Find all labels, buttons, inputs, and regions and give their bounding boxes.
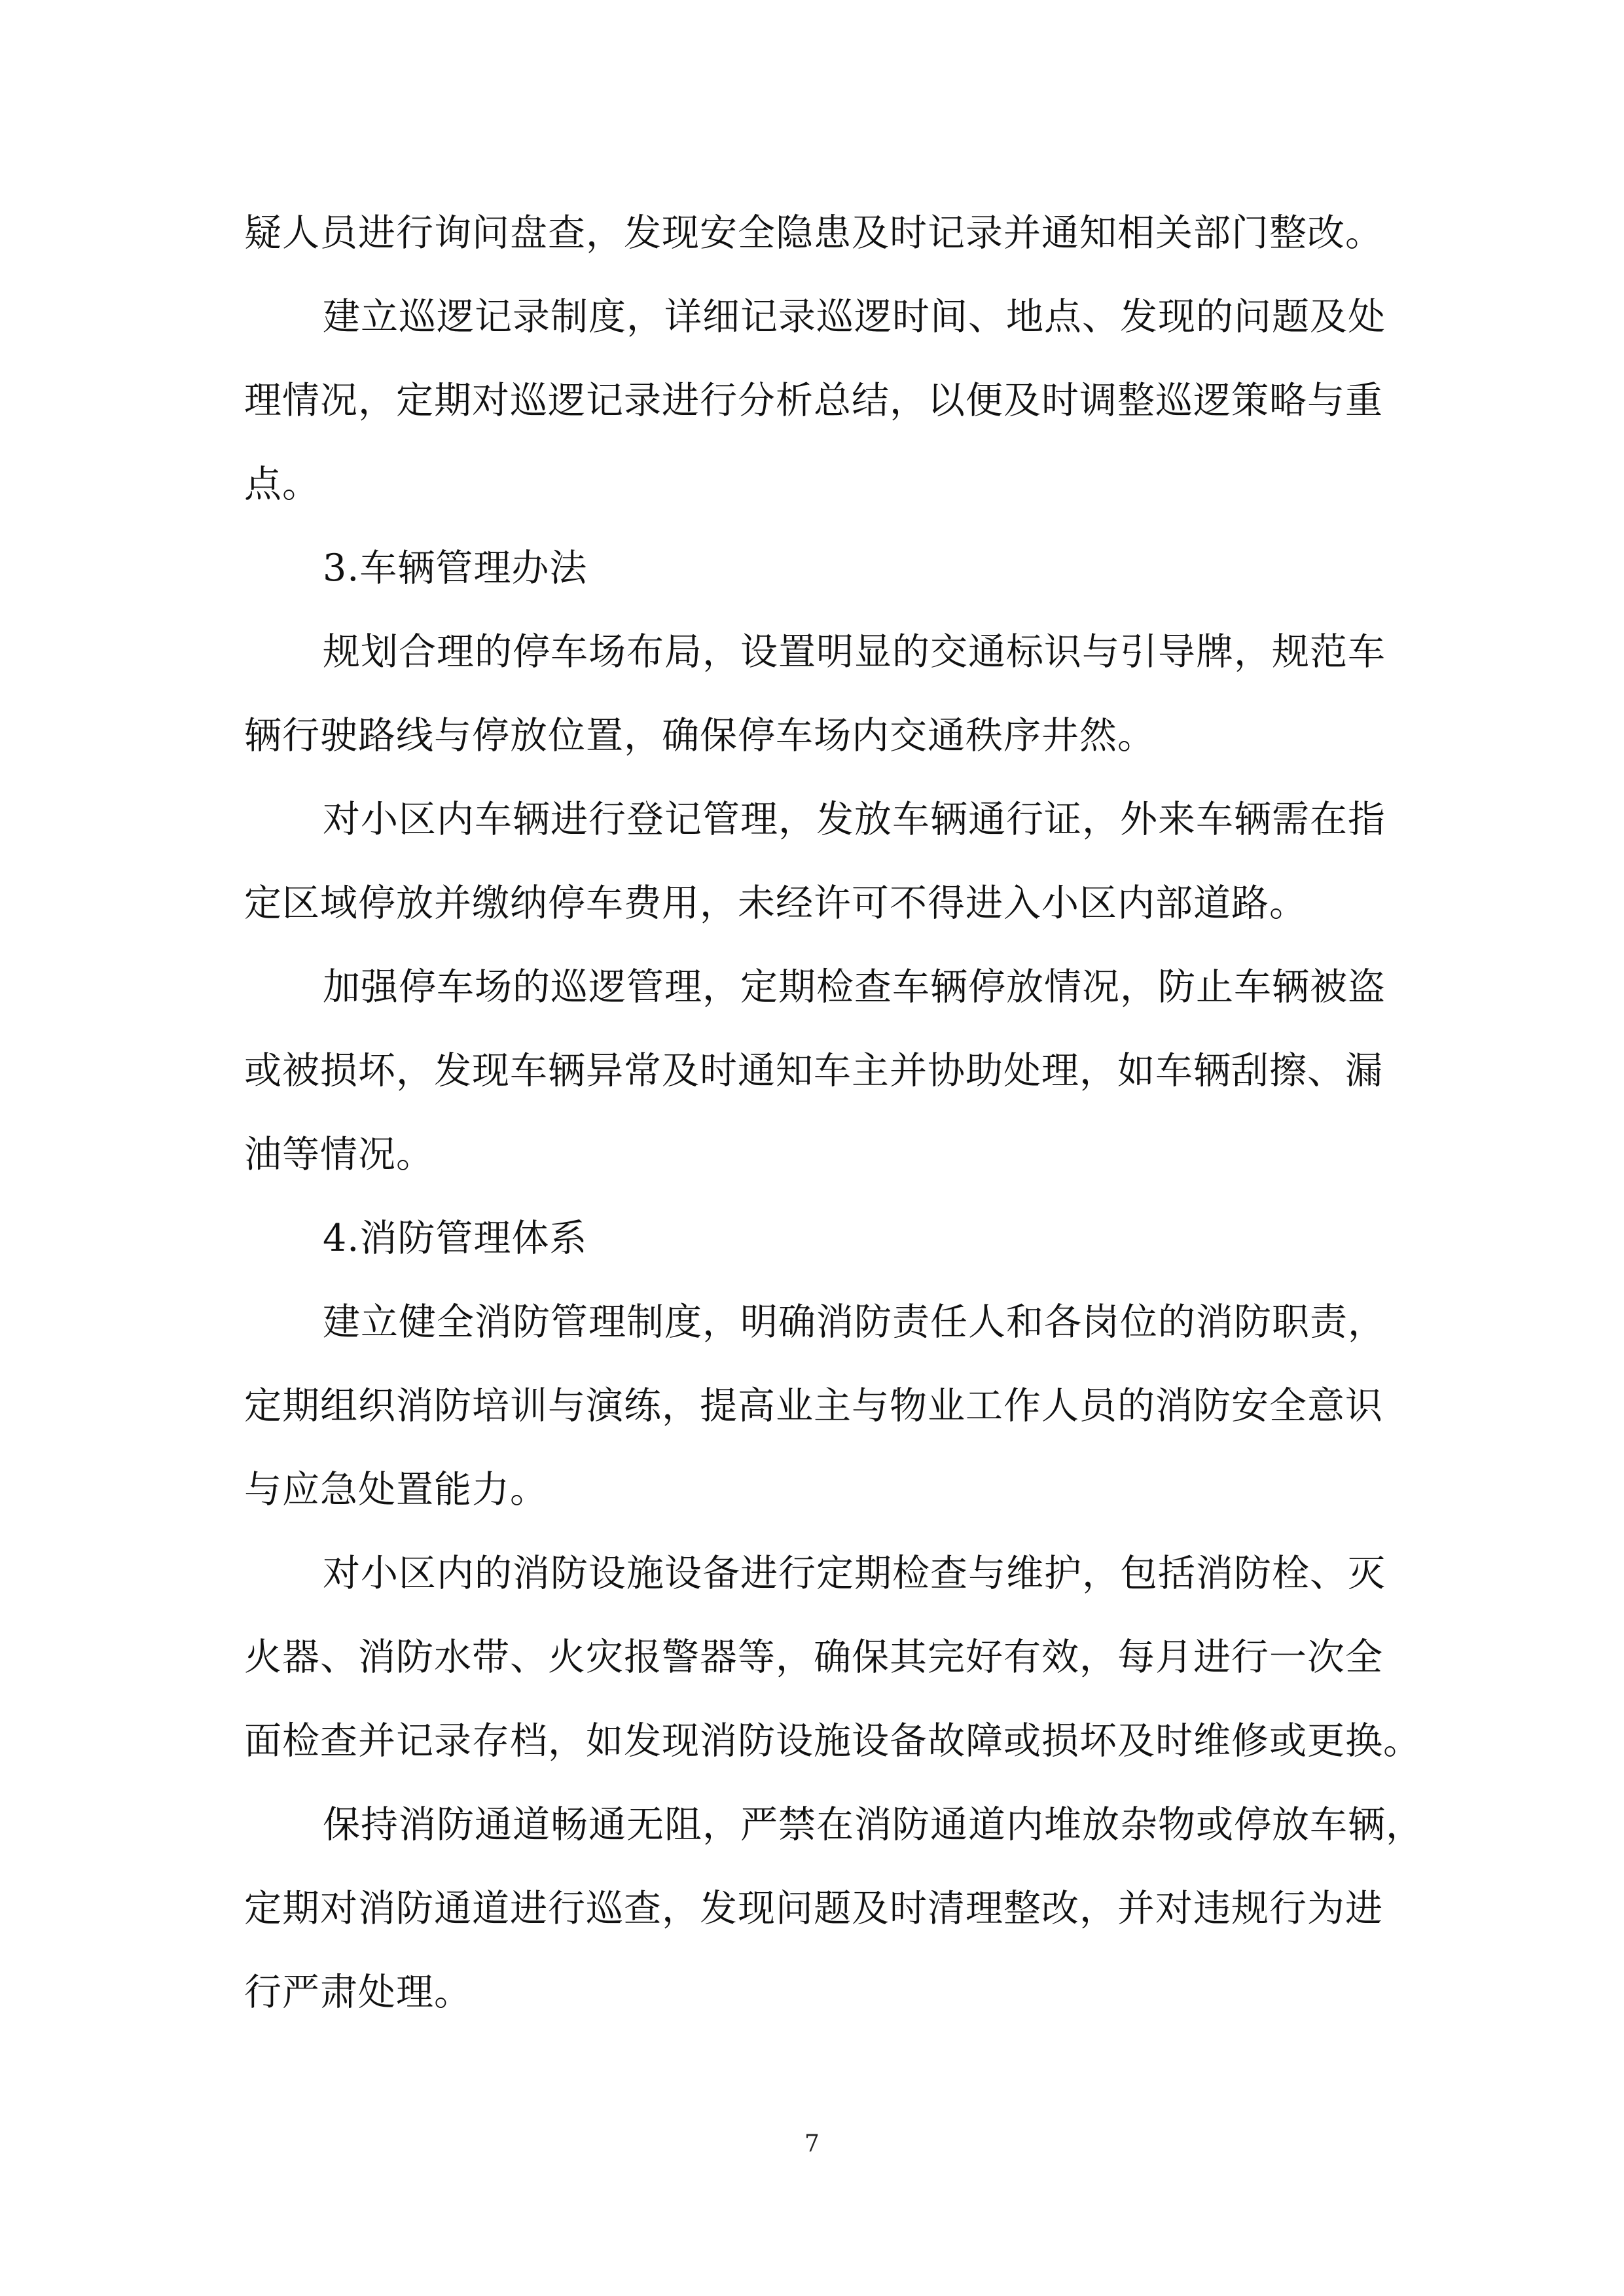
paragraph-line: 或被损坏，发现车辆异常及时通知车主并协助处理，如车辆刮擦、漏 bbox=[244, 1049, 1383, 1092]
paragraph-line: 辆行驶路线与停放位置，确保停车场内交通秩序井然。 bbox=[244, 714, 1155, 757]
paragraph-line: 定期组织消防培训与演练，提高业主与物业工作人员的消防安全意识 bbox=[244, 1384, 1383, 1427]
paragraph-line: 定期对消防通道进行巡查，发现问题及时清理整改，并对违规行为进 bbox=[244, 1887, 1383, 1930]
section-heading: 3.车辆管理办法 bbox=[323, 547, 588, 590]
paragraph-line: 建立健全消防管理制度，明确消防责任人和各岗位的消防职责， bbox=[323, 1300, 1386, 1344]
paragraph-line: 油等情况。 bbox=[244, 1133, 434, 1176]
paragraph-line: 对小区内车辆进行登记管理，发放车辆通行证，外来车辆需在指 bbox=[323, 798, 1386, 841]
paragraph-line: 理情况，定期对巡逻记录进行分析总结，以便及时调整巡逻策略与重 bbox=[244, 379, 1383, 422]
paragraph-line: 对小区内的消防设施设备进行定期检查与维护，包括消防栓、灭 bbox=[323, 1552, 1386, 1595]
paragraph-line: 疑人员进行询问盘查，发现安全隐患及时记录并通知相关部门整改。 bbox=[244, 211, 1383, 255]
paragraph-line: 定区域停放并缴纳停车费用，未经许可不得进入小区内部道路。 bbox=[244, 882, 1307, 925]
paragraph-line: 点。 bbox=[244, 463, 320, 506]
paragraph-line: 火器、消防水带、火灾报警器等，确保其完好有效，每月进行一次全 bbox=[244, 1636, 1383, 1679]
paragraph-line: 行严肃处理。 bbox=[244, 1971, 472, 2014]
paragraph-line: 建立巡逻记录制度，详细记录巡逻时间、地点、发现的问题及处 bbox=[323, 295, 1386, 338]
paragraph-line: 加强停车场的巡逻管理，定期检查车辆停放情况，防止车辆被盗 bbox=[323, 965, 1386, 1009]
paragraph-line: 与应急处置能力。 bbox=[244, 1468, 548, 1511]
paragraph-line: 保持消防通道畅通无阻，严禁在消防通道内堆放杂物或停放车辆， bbox=[323, 1803, 1424, 1846]
paragraph-line: 规划合理的停车场布局，设置明显的交通标识与引导牌，规范车 bbox=[323, 630, 1386, 673]
section-heading: 4.消防管理体系 bbox=[323, 1217, 588, 1260]
paragraph-line: 面检查并记录存档，如发现消防设施设备故障或损坏及时维修或更换。 bbox=[244, 1719, 1421, 1763]
page-number: 7 bbox=[804, 2130, 820, 2157]
body-text bbox=[244, 191, 1424, 2034]
